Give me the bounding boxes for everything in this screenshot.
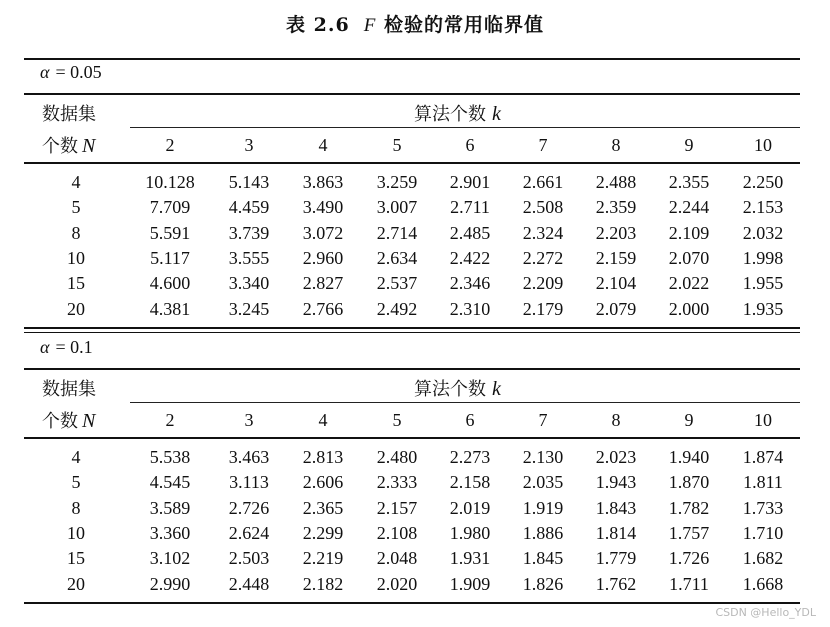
dataset-count-cell: 5 xyxy=(71,197,81,218)
row-label-dataset: 数据集 xyxy=(42,104,96,125)
column-group-rule xyxy=(130,402,800,403)
k-header: 10 xyxy=(754,135,772,155)
critical-value-cell: 4.545 xyxy=(149,472,191,493)
alpha-symbol: α xyxy=(40,337,50,357)
critical-value-cell: 5.591 xyxy=(149,222,191,243)
critical-value-cell: 1.870 xyxy=(668,472,710,493)
critical-value-cell: 2.714 xyxy=(376,222,418,243)
critical-value-cell: 7.709 xyxy=(149,197,191,218)
critical-value-cell: 2.485 xyxy=(449,222,491,243)
critical-value-cell: 2.766 xyxy=(302,298,344,319)
section-divider-rule xyxy=(24,327,800,329)
critical-value-cell: 1.998 xyxy=(742,247,784,268)
k-header: 6 xyxy=(465,135,475,155)
critical-value-cell: 2.022 xyxy=(668,273,710,294)
column-header-rule xyxy=(24,437,800,439)
critical-value-cell: 2.333 xyxy=(376,472,418,493)
critical-value-cell: 1.762 xyxy=(595,573,637,594)
critical-value-cell: 5.117 xyxy=(150,247,190,268)
critical-value-cell: 2.503 xyxy=(228,548,270,569)
row-label-dataset: 数据集 xyxy=(42,379,96,400)
critical-value-cell: 1.955 xyxy=(742,273,784,294)
caption-label: 表 2.6 xyxy=(286,14,350,36)
k-header: 8 xyxy=(611,410,621,430)
critical-value-cell: 2.000 xyxy=(668,298,710,319)
critical-value-cell: 2.634 xyxy=(376,247,418,268)
critical-value-cell: 1.874 xyxy=(742,447,784,467)
column-group-label: 算法个数 xyxy=(414,104,486,125)
k-header: 4 xyxy=(318,135,328,155)
critical-value-cell: 2.079 xyxy=(595,298,637,319)
critical-value-cell: 3.259 xyxy=(376,172,418,192)
column-group-variable: k xyxy=(492,378,501,400)
alpha-label xyxy=(40,62,102,83)
k-header: 5 xyxy=(392,135,402,155)
critical-value-cell: 2.272 xyxy=(522,247,564,268)
critical-value-cell: 3.360 xyxy=(149,522,191,543)
caption-variable: F xyxy=(363,15,377,36)
critical-value-cell: 2.130 xyxy=(522,447,564,467)
critical-value-cell: 2.901 xyxy=(449,172,491,192)
critical-value-cell: 1.935 xyxy=(742,298,784,319)
critical-value-cell: 2.346 xyxy=(449,273,491,294)
critical-value-cell: 3.739 xyxy=(228,222,270,243)
row-label-count-variable: N xyxy=(82,135,96,157)
critical-value-cell: 3.113 xyxy=(229,472,269,493)
critical-value-cell: 1.943 xyxy=(595,472,637,493)
critical-value-cell: 2.359 xyxy=(595,197,637,218)
dataset-count-cell: 20 xyxy=(67,298,85,319)
critical-value-cell: 2.109 xyxy=(668,222,710,243)
critical-value-cell: 3.463 xyxy=(228,447,270,467)
k-header: 10 xyxy=(754,410,772,430)
critical-value-cell: 1.779 xyxy=(595,548,637,569)
critical-value-cell: 2.508 xyxy=(522,197,564,218)
critical-value-cell: 2.209 xyxy=(522,273,564,294)
column-group-label: 算法个数 xyxy=(414,379,486,400)
caption-text: 检验的常用临界值 xyxy=(383,14,544,36)
critical-value-cell: 1.843 xyxy=(595,497,637,518)
dataset-count-cell: 4 xyxy=(71,172,81,192)
row-label-count xyxy=(42,407,95,433)
critical-value-cell: 1.733 xyxy=(742,497,784,518)
critical-value-cell: 3.072 xyxy=(302,222,344,243)
critical-value-cell: 1.940 xyxy=(668,447,710,467)
section-divider-rule xyxy=(24,332,800,333)
critical-value-cell: 2.244 xyxy=(668,197,710,218)
critical-value-cell: 2.488 xyxy=(595,172,637,192)
critical-value-cell: 2.492 xyxy=(376,298,418,319)
critical-value-cell: 2.661 xyxy=(522,172,564,192)
critical-value-cell: 2.537 xyxy=(376,273,418,294)
critical-value-cell: 1.845 xyxy=(522,548,564,569)
critical-value-cell: 5.143 xyxy=(228,172,270,192)
table-bottom-rule xyxy=(24,602,800,604)
critical-value-cell: 1.726 xyxy=(668,548,710,569)
critical-value-cell: 2.726 xyxy=(228,497,270,518)
k-header: 9 xyxy=(684,410,694,430)
alpha-symbol: α xyxy=(40,62,50,82)
dataset-count-cell: 15 xyxy=(67,548,85,569)
critical-value-cell: 1.909 xyxy=(449,573,491,594)
critical-value-cell: 1.811 xyxy=(743,472,783,493)
critical-value-cell: 2.624 xyxy=(228,522,270,543)
critical-value-cell: 2.324 xyxy=(522,222,564,243)
critical-value-cell: 1.710 xyxy=(742,522,784,543)
dataset-count-cell: 8 xyxy=(71,497,81,518)
row-label-count-variable: N xyxy=(82,410,96,432)
column-group-header xyxy=(414,100,501,126)
critical-value-cell: 3.490 xyxy=(302,197,344,218)
critical-value-cell: 2.422 xyxy=(449,247,491,268)
critical-value-cell: 5.538 xyxy=(149,447,191,467)
column-group-rule xyxy=(130,127,800,128)
critical-value-cell: 2.219 xyxy=(302,548,344,569)
critical-value-cell: 2.960 xyxy=(302,247,344,268)
k-header: 8 xyxy=(611,135,621,155)
watermark: CSDN @Hello_YDL xyxy=(715,606,816,619)
k-header: 2 xyxy=(165,410,175,430)
dataset-count-cell: 10 xyxy=(67,522,85,543)
critical-value-cell: 2.179 xyxy=(522,298,564,319)
critical-value-cell: 3.007 xyxy=(376,197,418,218)
table-caption xyxy=(0,10,830,37)
alpha-label xyxy=(40,337,93,358)
critical-value-cell: 1.782 xyxy=(668,497,710,518)
critical-value-cell: 2.480 xyxy=(376,447,418,467)
critical-value-cell: 3.589 xyxy=(149,497,191,518)
row-label-count-text: 个数 xyxy=(42,136,78,157)
k-header: 3 xyxy=(244,135,254,155)
critical-value-cell: 2.157 xyxy=(376,497,418,518)
critical-value-cell: 1.757 xyxy=(668,522,710,543)
dataset-count-cell: 8 xyxy=(71,222,81,243)
critical-value-cell: 2.355 xyxy=(668,172,710,192)
critical-value-cell: 4.459 xyxy=(228,197,270,218)
critical-value-cell: 3.555 xyxy=(228,247,270,268)
critical-value-cell: 1.814 xyxy=(595,522,637,543)
dataset-count-cell: 20 xyxy=(67,573,85,594)
section-header-rule xyxy=(24,368,800,370)
critical-value-cell: 2.250 xyxy=(742,172,784,192)
critical-value-cell: 1.886 xyxy=(522,522,564,543)
critical-value-cell: 1.919 xyxy=(522,497,564,518)
critical-value-cell: 2.048 xyxy=(376,548,418,569)
critical-value-cell: 2.070 xyxy=(668,247,710,268)
critical-value-cell: 2.827 xyxy=(302,273,344,294)
critical-value-cell: 2.032 xyxy=(742,222,784,243)
dataset-count-cell: 5 xyxy=(71,472,81,493)
critical-value-cell: 2.153 xyxy=(742,197,784,218)
dataset-count-cell: 4 xyxy=(71,447,81,467)
critical-value-cell: 1.826 xyxy=(522,573,564,594)
row-label-count xyxy=(42,132,95,158)
k-header: 2 xyxy=(165,135,175,155)
k-header: 6 xyxy=(465,410,475,430)
critical-value-cell: 1.931 xyxy=(449,548,491,569)
column-group-header xyxy=(414,375,501,401)
critical-value-cell: 2.448 xyxy=(228,573,270,594)
alpha-value: = 0.05 xyxy=(55,62,102,82)
critical-value-cell: 2.990 xyxy=(149,573,191,594)
k-header: 9 xyxy=(684,135,694,155)
critical-value-cell: 2.035 xyxy=(522,472,564,493)
critical-value-cell: 2.158 xyxy=(449,472,491,493)
alpha-value: = 0.1 xyxy=(55,337,93,357)
k-header: 4 xyxy=(318,410,328,430)
k-header: 5 xyxy=(392,410,402,430)
section-header-rule xyxy=(24,93,800,95)
critical-value-cell: 3.102 xyxy=(149,548,191,569)
critical-value-cell: 2.365 xyxy=(302,497,344,518)
dataset-count-cell: 15 xyxy=(67,273,85,294)
column-group-variable: k xyxy=(492,103,501,125)
critical-value-cell: 3.863 xyxy=(302,172,344,192)
critical-value-cell: 4.600 xyxy=(149,273,191,294)
critical-value-cell: 2.019 xyxy=(449,497,491,518)
critical-value-cell: 1.980 xyxy=(449,522,491,543)
critical-value-cell: 4.381 xyxy=(149,298,191,319)
critical-value-cell: 1.711 xyxy=(669,573,709,594)
critical-value-cell: 2.182 xyxy=(302,573,344,594)
column-header-rule xyxy=(24,162,800,164)
critical-value-cell: 3.340 xyxy=(228,273,270,294)
critical-value-cell: 2.104 xyxy=(595,273,637,294)
critical-value-cell: 2.020 xyxy=(376,573,418,594)
critical-value-cell: 2.273 xyxy=(449,447,491,467)
critical-value-cell: 2.310 xyxy=(449,298,491,319)
row-label-count-text: 个数 xyxy=(42,411,78,432)
dataset-count-cell: 10 xyxy=(67,247,85,268)
critical-value-cell: 2.606 xyxy=(302,472,344,493)
k-header: 3 xyxy=(244,410,254,430)
critical-value-cell: 2.159 xyxy=(595,247,637,268)
critical-value-cell: 2.813 xyxy=(302,447,344,467)
critical-value-cell: 1.682 xyxy=(742,548,784,569)
table-top-rule xyxy=(24,58,800,60)
critical-value-cell: 2.299 xyxy=(302,522,344,543)
critical-value-cell: 2.023 xyxy=(595,447,637,467)
critical-value-cell: 2.108 xyxy=(376,522,418,543)
k-header: 7 xyxy=(538,410,548,430)
k-header: 7 xyxy=(538,135,548,155)
critical-value-cell: 2.203 xyxy=(595,222,637,243)
critical-value-cell: 1.668 xyxy=(742,573,784,594)
critical-value-cell: 10.128 xyxy=(145,172,195,192)
critical-value-cell: 3.245 xyxy=(228,298,270,319)
critical-value-cell: 2.711 xyxy=(450,197,490,218)
